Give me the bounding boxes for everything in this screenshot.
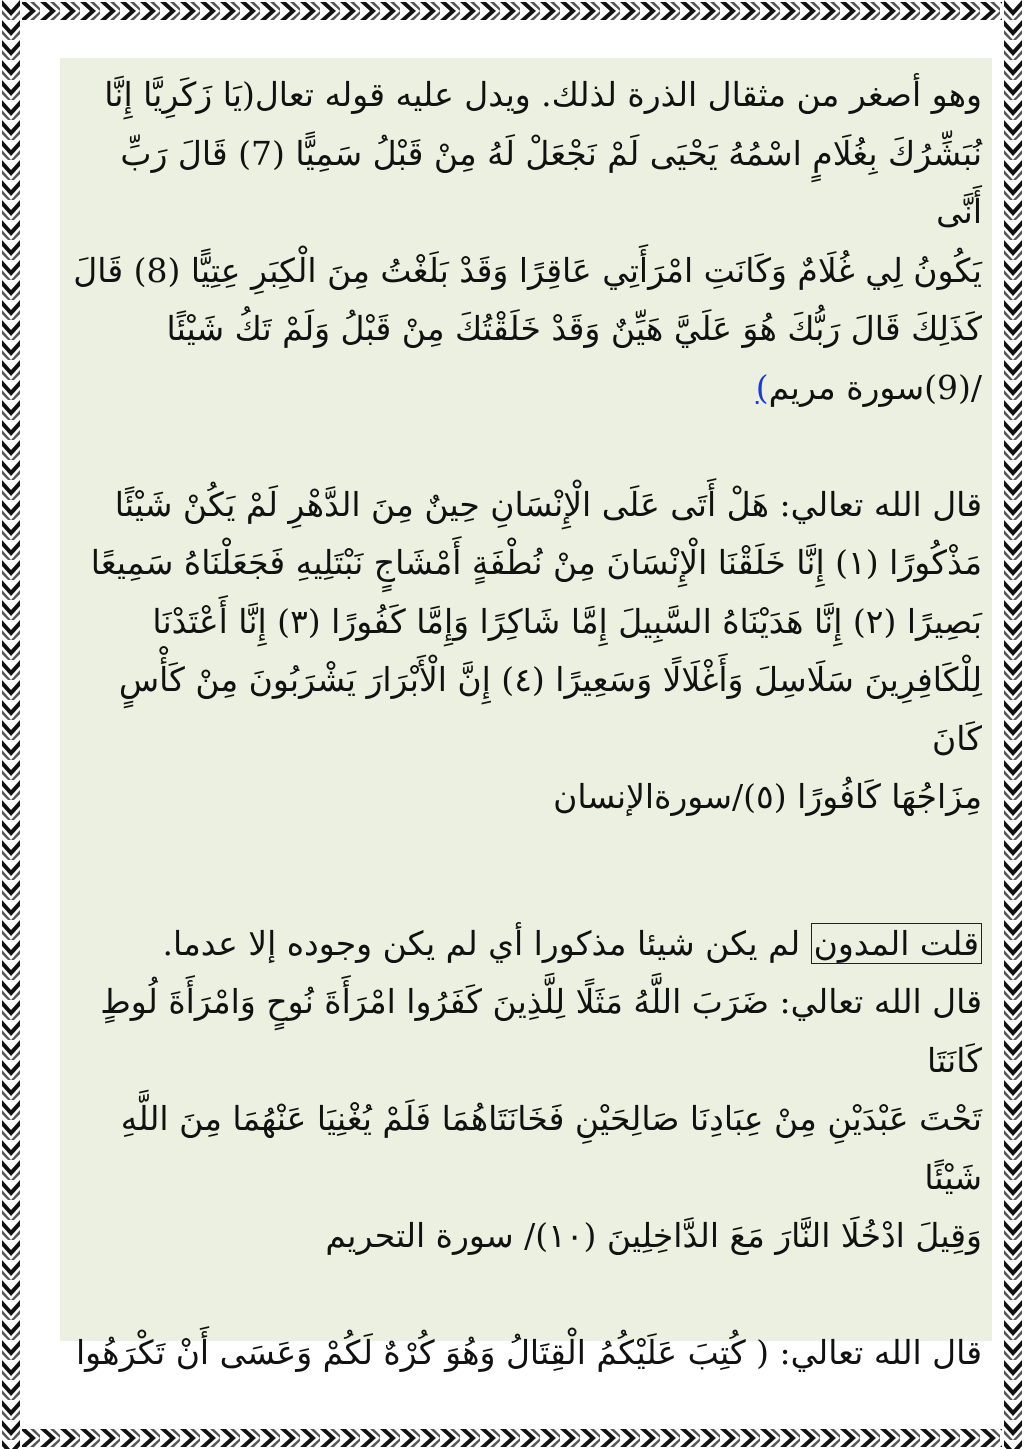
text-line: بَصِيرًا (٢) إِنَّا هَدَيْنَاهُ السَّبِيلَ إِمَّا شَاكِرًا وَإِمَّا كَفُورًا (٣) إِنَّا أَعْتَدْنَا [152, 601, 982, 641]
surah-reference: /(9)سورة مريم [768, 367, 982, 407]
boxed-label: قلت المدون [811, 923, 982, 964]
hyperlink-bracket[interactable]: ) [755, 367, 769, 407]
text-line: قال الله تعالي: ضَرَبَ اللَّهُ مَثَلًا لِلَّذِينَ كَفَرُوا امْرَأَةَ نُوحٍ وَامْرَأَةَ لُوطٍ كَانَتَا [100, 982, 982, 1080]
text-line: وهو أصغر من مثقال الذرة لذلك. ويدل عليه قوله تعال(يَا زَكَرِيَّا إِنَّا [104, 75, 982, 114]
document-body [60, 58, 992, 1372]
text-line: كَذَلِكَ قَالَ رَبُّكَ هُوَ عَلَيَّ هَيِّنٌ وَقَدْ خَلَقْتُكَ مِنْ قَبْلُ وَلَمْ تَكُ شَيْئًا [166, 309, 982, 348]
text-line: قال الله تعالي: ( كُتِبَ عَلَيْكُمُ الْقِتَالُ وَهُوَ كُرْهٌ لَكُمْ وَعَسَى أَنْ تَكْرَهُوا [75, 1333, 982, 1372]
text-line: لِلْكَافِرِينَ سَلَاسِلَ وَأَغْلَالًا وَسَعِيرًا (٤) إِنَّ الْأَبْرَارَ يَشْرَبُونَ مِنْ كَأْسٍ كَانَ [118, 660, 982, 758]
paragraph-blogger-note [72, 915, 982, 974]
text-line: نُبَشِّرُكَ بِغُلَامٍ اسْمُهُ يَحْيَى لَمْ نَجْعَلْ لَهُ مِنْ قَبْلُ سَمِيًّا (7) قَالَ رَبِّ أَنَّى [120, 133, 982, 231]
spacer [72, 827, 982, 915]
page-border-left [0, 0, 22, 1449]
spacer [72, 1266, 982, 1325]
page-border-bottom [0, 1427, 1024, 1449]
paragraph-surat-al-insan [72, 476, 982, 827]
text-line [72, 915, 982, 974]
paragraph-surat-maryam [72, 66, 982, 417]
text-line: قال الله تعالي: هَلْ أَتَى عَلَى الْإِنْسَانِ حِينٌ مِنَ الدَّهْرِ لَمْ يَكُنْ شَيْئًا [114, 484, 982, 524]
text-line: مَذْكُورًا (١) إِنَّا خَلَقْنَا الْإِنْسَانَ مِنْ نُطْفَةٍ أَمْشَاجٍ نَبْتَلِيهِ فَجَعَلْنَاهُ سَمِيعًا [90, 543, 982, 582]
spacer [72, 417, 982, 476]
text-line: تَحْتَ عَبْدَيْنِ مِنْ عِبَادِنَا صَالِحَيْنِ فَخَانَتَاهُمَا فَلَمْ يُغْنِيَا عَنْهُمَا مِنَ اللَّهِ شَيْئًا [120, 1099, 982, 1197]
text-line [72, 359, 982, 418]
document-text [60, 58, 992, 1383]
page-border-right [1002, 0, 1024, 1449]
text-line: وَقِيلَ ادْخُلَا النَّارَ مَعَ الدَّاخِلِينَ (١٠)/ سورة التحريم [325, 1216, 982, 1255]
text-line: مِزَاجُهَا كَافُورًا (٥)/سورةالإنسان [553, 777, 982, 816]
paragraph-surat-at-tahrim [72, 973, 982, 1266]
page-border-top [0, 0, 1024, 22]
text-line: يَكُونُ لِي غُلَامٌ وَكَانَتِ امْرَأَتِي عَاقِرًا وَقَدْ بَلَغْتُ مِنَ الْكِبَرِ عِتِيًّا (8) قَالَ [73, 250, 982, 290]
note-text: لم يكن شيئا مذكورا أي لم يكن وجوده إلا عدما. [162, 923, 811, 963]
paragraph-surat-al-baqarah [72, 1324, 982, 1383]
